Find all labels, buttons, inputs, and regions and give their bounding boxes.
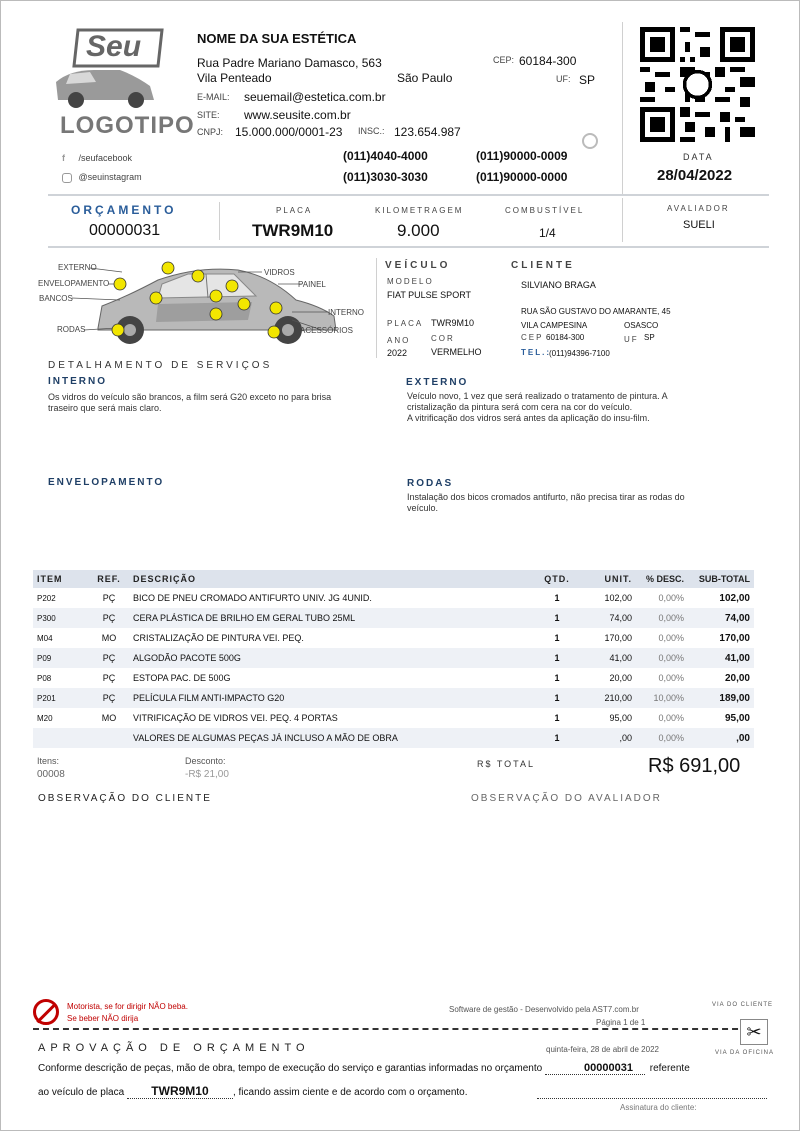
phone-1: (011)4040-4000 bbox=[343, 149, 428, 163]
row-ref: PÇ bbox=[102, 593, 116, 603]
facebook-handle: /seufacebook bbox=[78, 153, 133, 163]
approval-orcamento: 00000031 bbox=[545, 1062, 645, 1075]
company-district: Vila Penteado bbox=[197, 71, 272, 85]
car-label-rodas: RODAS bbox=[57, 325, 86, 334]
modelo-value: FIAT PULSE SPORT bbox=[387, 290, 472, 300]
total-value: R$ 691,00 bbox=[648, 755, 741, 777]
car-label-painel: PAINEL bbox=[298, 280, 326, 289]
logo-bottom-text: LOGOTIPO bbox=[60, 112, 195, 139]
row-pct: 0,00% bbox=[658, 673, 684, 683]
interno-text-1: Os vidros do veículo são brancos, a film será G20 exceto no para brisa bbox=[48, 392, 332, 402]
client-name: SILVIANO BRAGA bbox=[521, 280, 596, 290]
row-unit: 41,00 bbox=[580, 648, 636, 668]
summary-bottom-line bbox=[48, 246, 769, 248]
vehicle-placa-label: PLACA bbox=[387, 319, 424, 328]
ano-value: 2022 bbox=[387, 348, 408, 358]
row-item: P08 bbox=[37, 673, 52, 683]
externo-title: EXTERNO bbox=[406, 377, 469, 388]
instagram-handle: @seuinstagram bbox=[78, 172, 142, 182]
row-pct: 0,00% bbox=[658, 593, 684, 603]
page-number: Página 1 de 1 bbox=[596, 1018, 646, 1027]
col-item: ITEM bbox=[33, 570, 89, 588]
row-sub: ,00 bbox=[688, 728, 754, 748]
obs-cliente-title: OBSERVAÇÃO DO CLIENTE bbox=[38, 793, 212, 804]
client-city: OSASCO bbox=[624, 321, 659, 330]
row-item: M04 bbox=[37, 633, 53, 643]
approval-text-2: referente bbox=[649, 1063, 690, 1074]
row-ref: PÇ bbox=[89, 608, 129, 628]
desconto-value: -R$ 21,00 bbox=[185, 769, 229, 780]
approval-date: quinta-feira, 28 de abril de 2022 bbox=[546, 1045, 659, 1054]
row-qtd: 1 bbox=[534, 728, 580, 748]
row-qtd: 1 bbox=[554, 633, 560, 643]
row-item: P09 bbox=[33, 648, 89, 668]
row-unit: 170,00 bbox=[604, 633, 632, 643]
client-tel-label: TEL.: bbox=[521, 348, 551, 357]
ano-label: ANO bbox=[387, 336, 411, 345]
phone-4: (011)90000-0000 bbox=[476, 170, 568, 184]
approval-line-2 bbox=[38, 1084, 468, 1099]
obs-avaliador-title: OBSERVAÇÃO DO AVALIADOR bbox=[471, 793, 662, 804]
desconto-label: Desconto: bbox=[185, 756, 226, 766]
row-sub: 170,00 bbox=[719, 632, 750, 644]
table-header-row bbox=[33, 570, 754, 588]
row-item bbox=[33, 728, 89, 748]
row-qtd: 1 bbox=[534, 648, 580, 668]
scissors-icon[interactable]: ✂ bbox=[740, 1019, 768, 1045]
avaliador-label: AVALIADOR bbox=[667, 204, 730, 213]
row-sub: 20,00 bbox=[724, 672, 750, 684]
externo-text-3: A vitrificação dos vidros será antes da aplicação do insu-film. bbox=[407, 413, 650, 423]
interno-text-2: traseiro que será mais claro. bbox=[48, 403, 162, 413]
items-table bbox=[33, 570, 754, 748]
row-ref: PÇ bbox=[89, 648, 129, 668]
row-desc: VITRIFICAÇÃO DE VIDROS VEI. PEQ. 4 PORTAS bbox=[133, 713, 338, 723]
table-row[interactable] bbox=[33, 608, 754, 628]
modelo-label: MODELO bbox=[387, 277, 434, 286]
details-title: DETALHAMENTO DE SERVIÇOS bbox=[48, 360, 273, 371]
client-title: CLIENTE bbox=[511, 260, 575, 271]
row-desc: CERA PLÁSTICA DE BRILHO EM GERAL TUBO 25ML bbox=[129, 608, 534, 628]
header-divider bbox=[622, 22, 623, 194]
row-ref: PÇ bbox=[102, 673, 116, 683]
company-uf-label: UF: bbox=[556, 74, 571, 84]
summary-divider-2 bbox=[622, 198, 623, 242]
client-cep: 60184-300 bbox=[546, 333, 585, 342]
warning-text-1: Motorista, se for dirigir NÃO beba. bbox=[67, 1002, 188, 1011]
table-row[interactable] bbox=[33, 688, 754, 708]
car-label-externo: EXTERNO bbox=[58, 263, 97, 272]
row-item: M20 bbox=[37, 713, 53, 723]
row-item: P201 bbox=[33, 688, 89, 708]
row-desc: ALGODÃO PACOTE 500G bbox=[129, 648, 534, 668]
comb-value: 1/4 bbox=[539, 226, 556, 240]
company-email[interactable]: seuemail@estetica.com.br bbox=[244, 90, 386, 104]
table-row[interactable] bbox=[33, 728, 754, 748]
car-label-bancos: BANCOS bbox=[39, 294, 73, 303]
comb-label: COMBUSTÍVEL bbox=[505, 206, 585, 215]
warning-text-2: Se beber NÃO dirija bbox=[67, 1014, 139, 1023]
externo-text-2: cristalização da pintura será com cera na cor do veículo. bbox=[407, 402, 633, 412]
via-oficina: VIA DA OFICINA bbox=[715, 1050, 775, 1056]
approval-text-4: , ficando assim ciente e de acordo com o orçamento. bbox=[232, 1087, 468, 1098]
avaliador-value: SUELI bbox=[683, 219, 715, 231]
company-site[interactable]: www.seusite.com.br bbox=[244, 108, 351, 122]
table-row[interactable] bbox=[33, 648, 754, 668]
client-uf: SP bbox=[644, 333, 655, 342]
row-unit: ,00 bbox=[580, 728, 636, 748]
approval-placa: TWR9M10 bbox=[127, 1084, 233, 1099]
company-address: Rua Padre Mariano Damasco, 563 bbox=[197, 56, 382, 70]
table-row[interactable] bbox=[33, 668, 754, 688]
row-pct: 0,00% bbox=[658, 713, 684, 723]
row-pct: 0,00% bbox=[636, 728, 688, 748]
row-desc: ESTOPA PAC. DE 500G bbox=[133, 673, 231, 683]
table-row[interactable] bbox=[33, 708, 754, 728]
placa-label: PLACA bbox=[276, 206, 313, 215]
row-ref bbox=[89, 728, 129, 748]
client-cep-label: CEP bbox=[521, 333, 544, 342]
instagram-icon bbox=[62, 173, 72, 183]
logo bbox=[50, 26, 195, 146]
email-label: E-MAIL: bbox=[197, 92, 230, 102]
orcamento-number: 00000031 bbox=[89, 222, 161, 239]
orcamento-label: ORÇAMENTO bbox=[71, 203, 177, 217]
site-label: SITE: bbox=[197, 110, 220, 120]
itens-value: 00008 bbox=[37, 769, 65, 780]
software-credit[interactable]: Software de gestão - Desenvolvido pela AST7.com.br bbox=[449, 1005, 639, 1014]
client-address: RUA SÃO GUSTAVO DO AMARANTE, 45 bbox=[521, 307, 671, 316]
company-name: NOME DA SUA ESTÉTICA bbox=[197, 31, 357, 46]
row-sub: 74,00 bbox=[688, 608, 754, 628]
signature-label: Assinatura do cliente: bbox=[620, 1103, 697, 1112]
row-qtd: 1 bbox=[554, 593, 560, 603]
row-pct: 0,00% bbox=[658, 633, 684, 643]
table-row[interactable] bbox=[33, 628, 754, 648]
placa-value: TWR9M10 bbox=[252, 221, 334, 240]
row-unit: 20,00 bbox=[609, 673, 632, 683]
row-item: P202 bbox=[37, 593, 56, 603]
vehicle-title: VEÍCULO bbox=[385, 260, 451, 271]
cnpj-label: CNPJ: bbox=[197, 127, 224, 137]
rodas-title: RODAS bbox=[407, 478, 454, 489]
approval-text-1: Conforme descrição de peças, mão de obra, tempo de execução do serviço e garantias informadas no orçamento bbox=[38, 1063, 543, 1074]
interno-title: INTERNO bbox=[48, 376, 107, 387]
rodas-text-1: Instalação dos bicos cromados antifurto, não precisa tirar as rodas do bbox=[407, 492, 685, 502]
client-uf-label: UF bbox=[624, 335, 639, 344]
row-unit: 74,00 bbox=[580, 608, 636, 628]
car-label-vidros: VIDROS bbox=[264, 268, 295, 277]
summary-top-line bbox=[48, 194, 769, 196]
col-ref: REF. bbox=[89, 570, 129, 588]
via-cliente: VIA DO CLIENTE bbox=[712, 1002, 774, 1008]
company-cep: 60184-300 bbox=[519, 54, 577, 68]
row-qtd: 1 bbox=[554, 713, 560, 723]
cut-line bbox=[33, 1028, 768, 1030]
qr-code bbox=[640, 27, 755, 142]
date-value: 28/04/2022 bbox=[657, 167, 733, 184]
company-cnpj: 15.000.000/0001-23 bbox=[235, 125, 343, 139]
rodas-text-2: veículo. bbox=[407, 503, 439, 513]
col-unit: UNIT. bbox=[580, 570, 636, 588]
envelopamento-title: ENVELOPAMENTO bbox=[48, 477, 165, 488]
row-desc: VALORES DE ALGUMAS PEÇAS JÁ INCLUSO A MÃO DE OBRA bbox=[129, 728, 534, 748]
insc-label: INSC.: bbox=[358, 126, 385, 136]
company-uf: SP bbox=[579, 73, 596, 87]
row-unit: 210,00 bbox=[580, 688, 636, 708]
km-value: 9.000 bbox=[397, 221, 440, 240]
km-label: KILOMETRAGEM bbox=[375, 206, 464, 215]
car-label-acessorios: ACESSÓRIOS bbox=[300, 326, 353, 335]
logo-top-text: Seu bbox=[86, 30, 142, 63]
summary-divider-1 bbox=[219, 202, 220, 240]
row-sub: 95,00 bbox=[724, 712, 750, 724]
company-cep-label: CEP: bbox=[493, 55, 515, 65]
row-sub: 189,00 bbox=[688, 688, 754, 708]
row-unit: 102,00 bbox=[604, 593, 632, 603]
client-tel: (011)94396-7100 bbox=[549, 349, 610, 358]
client-district: VILA CAMPESINA bbox=[521, 321, 588, 330]
row-ref: PÇ bbox=[89, 688, 129, 708]
row-desc: CRISTALIZAÇÃO DE PINTURA VEI. PEQ. bbox=[133, 633, 304, 643]
car-label-envelopamento: ENVELOPAMENTO bbox=[38, 279, 110, 288]
row-sub: 102,00 bbox=[719, 592, 750, 604]
row-desc: PELÍCULA FILM ANTI-IMPACTO G20 bbox=[129, 688, 534, 708]
row-item: P300 bbox=[33, 608, 89, 628]
approval-title: APROVAÇÃO DE ORÇAMENTO bbox=[38, 1042, 310, 1054]
approval-text-3: ao veículo de placa bbox=[38, 1087, 125, 1098]
col-sub: SUB-TOTAL bbox=[688, 570, 754, 588]
col-pct: % DESC. bbox=[636, 570, 688, 588]
row-ref: MO bbox=[101, 633, 117, 643]
total-label: R$ TOTAL bbox=[477, 759, 536, 769]
table-row[interactable] bbox=[33, 588, 754, 608]
company-insc: 123.654.987 bbox=[394, 125, 461, 139]
row-desc: BICO DE PNEU CROMADO ANTIFURTO UNIV. JG 4UNID. bbox=[133, 593, 372, 603]
cor-label: COR bbox=[431, 334, 455, 343]
col-qtd: QTD. bbox=[534, 570, 580, 588]
cor-value: VERMELHO bbox=[431, 347, 482, 357]
car-label-interno: INTERNO bbox=[328, 308, 364, 317]
whatsapp-icon bbox=[582, 133, 598, 149]
vehicle-divider bbox=[376, 258, 377, 358]
row-pct: 0,00% bbox=[636, 648, 688, 668]
row-qtd: 1 bbox=[554, 673, 560, 683]
approval-line-1 bbox=[38, 1062, 690, 1075]
instagram-row[interactable] bbox=[62, 172, 142, 183]
col-desc: DESCRIÇÃO bbox=[129, 570, 534, 588]
row-sub: 41,00 bbox=[688, 648, 754, 668]
row-qtd: 1 bbox=[534, 608, 580, 628]
row-unit: 95,00 bbox=[609, 713, 632, 723]
facebook-row[interactable] bbox=[62, 153, 132, 163]
signature-line[interactable] bbox=[537, 1098, 767, 1099]
row-pct: 0,00% bbox=[636, 608, 688, 628]
row-pct: 10,00% bbox=[636, 688, 688, 708]
externo-text-1: Veículo novo, 1 vez que será realizado o tratamento de pintura. A bbox=[407, 391, 668, 401]
row-qtd: 1 bbox=[534, 688, 580, 708]
no-drink-icon bbox=[33, 999, 59, 1025]
row-ref: MO bbox=[101, 713, 117, 723]
date-label: DATA bbox=[683, 152, 714, 162]
company-city: São Paulo bbox=[397, 71, 453, 85]
vehicle-placa-value: TWR9M10 bbox=[431, 318, 475, 328]
car-diagram bbox=[38, 258, 368, 346]
phone-3: (011)3030-3030 bbox=[343, 170, 428, 184]
facebook-icon: f bbox=[62, 153, 65, 163]
phone-2: (011)90000-0009 bbox=[476, 149, 568, 163]
itens-label: Itens: bbox=[37, 756, 60, 766]
